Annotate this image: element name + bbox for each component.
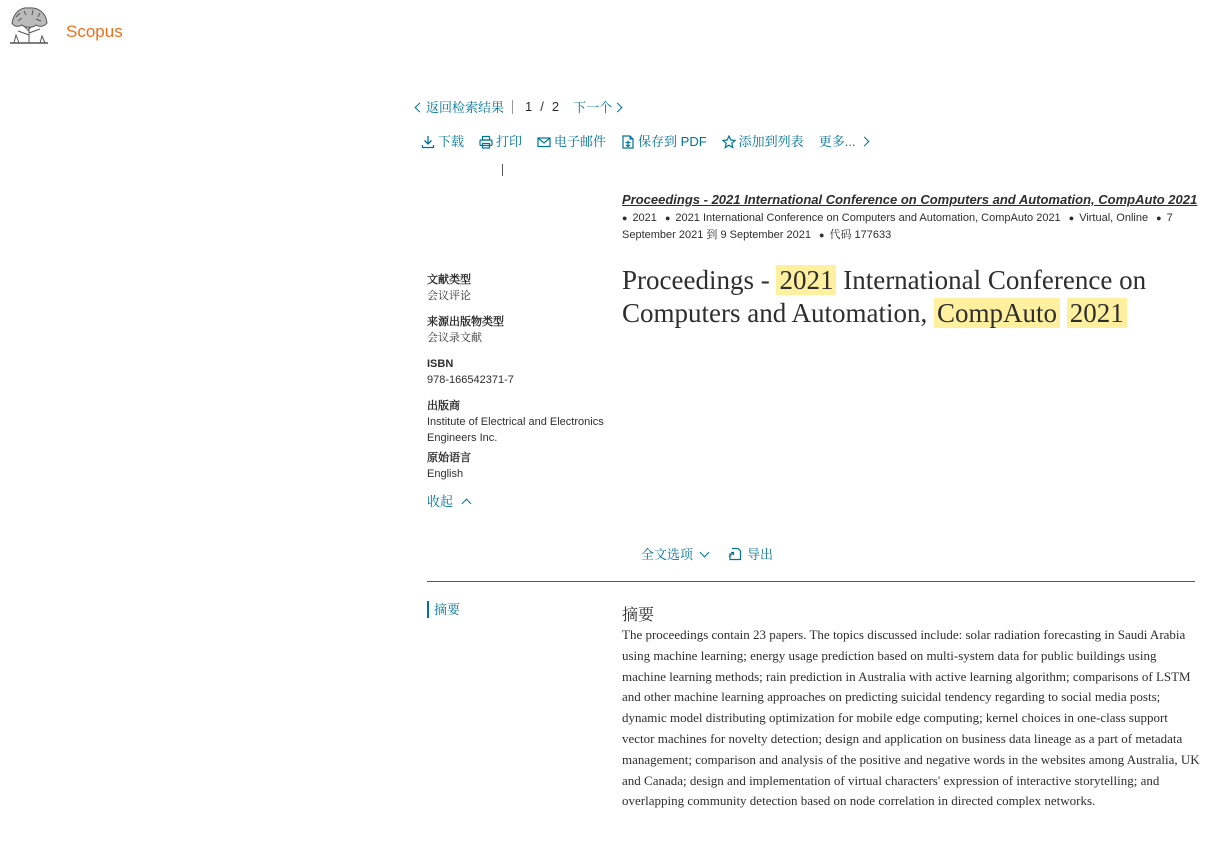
document-details <box>427 272 617 492</box>
field-value: 978-166542371-7 <box>427 374 514 386</box>
counter-separator: / <box>540 99 544 114</box>
print-label: 打印 <box>496 134 523 149</box>
publisher-field <box>427 398 617 446</box>
fulltext-options-label: 全文选项 <box>641 547 694 562</box>
bullet: ● <box>1068 213 1075 223</box>
bullet: ● <box>819 230 825 240</box>
isbn-field <box>427 356 617 388</box>
download-button[interactable] <box>421 131 464 150</box>
source-type-field <box>427 314 617 346</box>
field-value: 会议评论 <box>427 290 471 302</box>
conference-dates: 7 September 2021 到 9 September 2021 <box>622 212 1173 241</box>
title-text: International Conference on Computers and Automation, <box>622 265 1147 328</box>
field-label: 原始语言 <box>427 452 471 464</box>
abstract-nav-link[interactable]: 摘要 <box>427 601 460 618</box>
add-to-list-button[interactable] <box>722 131 804 150</box>
chevron-right-icon <box>859 136 869 146</box>
save-pdf-label: 保存到 PDF <box>638 134 707 149</box>
scopus-brand[interactable]: Scopus <box>66 22 123 41</box>
field-value: English <box>427 468 464 480</box>
field-label: 出版商 <box>427 400 460 412</box>
email-button[interactable] <box>537 131 606 150</box>
conference-meta <box>622 210 1192 244</box>
chevron-right-icon <box>613 102 623 112</box>
export-button[interactable] <box>708 544 773 563</box>
elsevier-tree-logo <box>6 5 52 45</box>
download-icon <box>421 135 435 149</box>
bullet: ● <box>1156 213 1162 223</box>
export-icon <box>728 547 742 561</box>
conference-code: 代码 177633 <box>829 229 892 241</box>
next-result-link[interactable] <box>573 97 621 116</box>
add-to-list-label: 添加到列表 <box>738 134 804 149</box>
result-counter <box>521 99 563 114</box>
conference-name: 2021 International Conference on Computers and Automation, CompAuto 2021 <box>675 212 1061 224</box>
printer-icon <box>479 135 493 149</box>
field-label: ISBN <box>427 358 454 370</box>
collapse-details-button[interactable] <box>427 491 470 510</box>
field-label: 文献类型 <box>427 274 471 286</box>
total-results: 2 <box>551 99 560 114</box>
field-value: 会议录文献 <box>427 332 482 344</box>
chevron-left-icon <box>415 102 425 112</box>
title-highlight: 2021 <box>1067 298 1127 328</box>
document-title <box>622 264 1202 330</box>
export-label: 导出 <box>747 547 774 562</box>
pdf-file-icon <box>621 135 635 149</box>
field-label: 来源出版物类型 <box>427 316 504 328</box>
current-result: 1 <box>525 99 533 114</box>
more-button[interactable] <box>819 131 868 150</box>
email-icon <box>537 135 551 149</box>
more-label: 更多... <box>818 134 856 149</box>
abstract-heading: 摘要 <box>622 607 655 624</box>
email-label: 电子邮件 <box>554 134 607 149</box>
divider <box>512 100 513 114</box>
conference-year: 2021 <box>632 212 657 224</box>
source-info <box>622 192 1198 244</box>
title-highlight: 2021 <box>776 265 836 295</box>
document-type-field <box>427 272 617 304</box>
abstract-text: The proceedings contain 23 papers. The topics discussed include: solar radiation forecasting in Saudi Arabia using machine learning; energy usage prediction based on multi-system data for public buildings using machine learning methods; rain prediction in Australia with active learning algorithm; comparisons of LSTM and other machine learning approaches on predicting suicidal tendency regarding to social media posts; dynamic model distributing optimization for mobile edge computing; kernel choices in one-class support vector machines for novelty detection; design and application on business data lineage as a part of metadata management; comparison and analysis of the positive and negative words in the websites among Australia, UK and Canada; design and implementation of virtual characters' expression of interactive storytelling; and overlapping community detection based on node correlation in directed complex networks. <box>622 627 1200 809</box>
section-divider <box>427 581 1195 582</box>
conference-location: Virtual, Online <box>1079 212 1149 224</box>
chevron-up-icon <box>462 498 472 508</box>
source-title-link[interactable]: Proceedings - 2021 International Conference on Computers and Automation, CompAuto 2021 <box>622 192 1198 207</box>
print-button[interactable] <box>479 131 522 150</box>
fulltext-options-dropdown[interactable] <box>641 544 708 563</box>
title-text: Proceedings - <box>622 265 777 295</box>
back-to-results-link[interactable] <box>416 97 504 116</box>
bullet: ● <box>622 213 628 223</box>
language-field <box>427 450 617 482</box>
divider <box>502 164 503 176</box>
star-icon <box>722 135 736 149</box>
title-highlight: CompAuto <box>934 298 1060 328</box>
next-result-label: 下一个 <box>573 100 613 115</box>
field-value: Institute of Electrical and Electronics Engineers Inc. <box>427 416 604 444</box>
collapse-label: 收起 <box>427 494 454 509</box>
document-options <box>641 544 773 563</box>
document-toolbar <box>421 131 883 150</box>
download-label: 下载 <box>438 134 465 149</box>
back-to-results-label: 返回检索结果 <box>426 100 505 115</box>
save-pdf-button[interactable] <box>621 131 707 150</box>
bullet: ● <box>664 213 671 223</box>
result-navigation <box>416 97 621 116</box>
